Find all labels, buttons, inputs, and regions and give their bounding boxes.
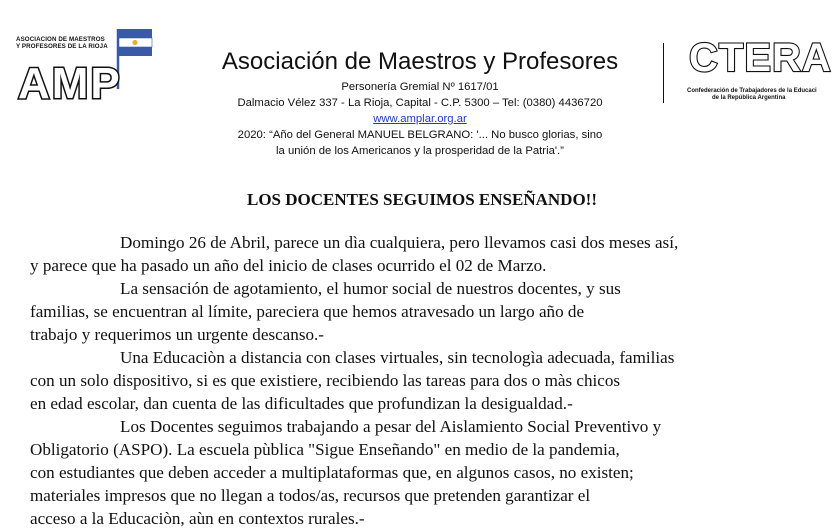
paragraph-line: Una Educaciòn a distancia con clases virtuales, sin tecnologìa adecuada, familias bbox=[120, 348, 675, 367]
personeria-gremial: Personería Gremial Nº 1617/01 bbox=[341, 81, 499, 93]
ctera-logo-letters: CTERA bbox=[689, 36, 832, 80]
paragraph-line: con un solo dispositivo, si es que existiere, recibiendo las tareas para dos o màs chicos bbox=[30, 371, 621, 390]
paragraph-line: familias, se encuentran al límite, pareciera que hemos atravesado un largo año de bbox=[30, 302, 585, 321]
document-body bbox=[30, 231, 840, 530]
amp-logo-caption: ASOCIACION DE MAESTROS Y PROFESORES DE LA RIOJA bbox=[16, 36, 108, 50]
paragraph-line: Los Docentes seguimos trabajando a pesar del Aislamiento Social Preventivo y bbox=[120, 417, 662, 436]
paragraph-line: Obligatorio (ASPO). La escuela pùblica "Sigue Enseñando" en medio de la pandemia, bbox=[30, 440, 620, 459]
paragraph-4 bbox=[30, 415, 840, 530]
paragraph-3 bbox=[30, 346, 840, 415]
paragraph-2 bbox=[30, 277, 840, 346]
paragraph-1 bbox=[30, 231, 840, 277]
paragraph-line: La sensación de agotamiento, el humor social de nuestros docentes, y sus bbox=[120, 279, 621, 298]
paragraph-line: trabajo y requerimos un urgente descanso.- bbox=[30, 325, 324, 344]
paragraph-line: con estudiantes que deben acceder a multiplataformas que, en algunos casos, no existen; bbox=[30, 463, 634, 482]
amp-logo bbox=[8, 27, 154, 111]
organization-name: Asociación de Maestros y Profesores bbox=[221, 48, 619, 75]
address-line: Dalmacio Vélez 337 - La Rioja, Capital - C.P. 5300 – Tel: (0380) 4436720 bbox=[237, 97, 603, 109]
paragraph-line: Domingo 26 de Abril, parece un dìa cualquiera, pero llevamos casi dos meses así, bbox=[120, 233, 679, 252]
year-quote-line-1: 2020: “Año del General MANUEL BELGRANO: '... No busco glorias, sino bbox=[237, 129, 603, 141]
paragraph-line: acceso a la Educaciòn, aùn en contextos rurales.- bbox=[30, 509, 365, 528]
letterhead bbox=[160, 47, 680, 159]
paragraph-line: en edad escolar, dan cuenta de las dificultades que profundizan la desigualdad.- bbox=[30, 394, 573, 413]
ctera-logo-caption: Confederación de Trabajadores de la Educaci de la República Argentina bbox=[687, 88, 817, 101]
website-link[interactable]: www.amplar.org.ar bbox=[373, 113, 467, 125]
amp-logo-letters: AMP bbox=[18, 59, 122, 108]
ctera-logo bbox=[659, 33, 840, 107]
year-quote-line-2: la unión de los Americanos y la prosperidad de la Patria'.” bbox=[276, 145, 564, 157]
paragraph-line: materiales impresos que no llegan a todos/as, recursos que pretenden garantizar el bbox=[30, 486, 591, 505]
paragraph-line: y parece que ha pasado un año del inicio de clases ocurrido el 02 de Marzo. bbox=[30, 256, 547, 275]
document-title: LOS DOCENTES SEGUIMOS ENSEÑANDO!! bbox=[247, 190, 597, 209]
